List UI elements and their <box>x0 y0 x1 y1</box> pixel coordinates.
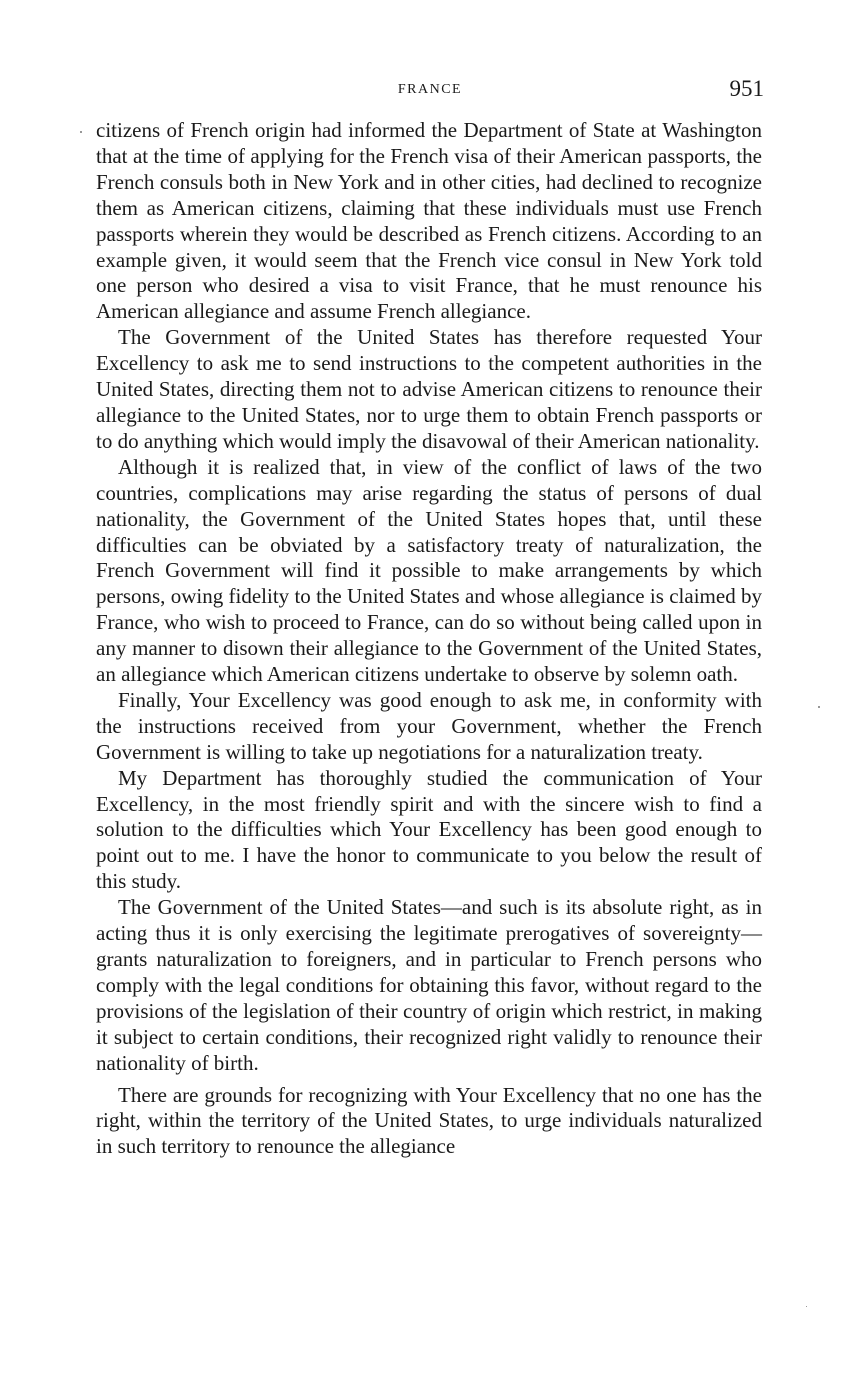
paragraph-2: The Government of the United States has therefore requested Your Excellency to ask me to send instructions to the competent authorities in the United States, directing them not to advise American citizens to renounce their allegiance to the United States, nor to urge them to obtain French passports or to do anything which would imply the disavowal of their American nationality. <box>96 325 762 453</box>
body-text <box>96 118 762 1160</box>
running-head: FRANCE <box>397 82 463 97</box>
paragraph-6: The Government of the United States—and such is its absolute right, as in acting thus it is only exercising the legitimate prerogatives of sovereignty—grants naturalization to foreigners, and in particular to French persons who comply with the legal conditions for obtaining this favor, without regard to the provisions of the legislation of their country of origin which restrict, in making it subject to certain conditions, their recognized right validly to renounce their nationality of birth. <box>96 895 762 1075</box>
page-header <box>96 78 764 104</box>
paragraph-4: Finally, Your Excellency was good enough to ask me, in conformity with the instructions received from your Government, whether the French Government is willing to take up negotiations for a naturalization treaty. <box>96 687 762 764</box>
paragraph-1: citizens of French origin had informed the Department of State at Washington that at the time of applying for the French visa of their American passports, the French consuls both in New York and in other cities, had declined to recognize them as American citizens, claiming that these individuals must use French passports wherein they would be described as French citizens. According to an example given, it would seem that the French vice consul in New York told one person who desired a visa to visit France, that he must renounce his American allegiance and assume French allegiance. <box>96 118 762 324</box>
paragraph-3: Although it is realized that, in view of the conflict of laws of the two countries, complications may arise regarding the status of persons of dual nationality, the Government of the United States hopes that, until these difficulties can be obviated by a satisfactory treaty of naturalization, the French Government will find it possible to make arrangements by which persons, owing fidelity to the United States and whose allegiance is claimed by France, who wish to proceed to France, can do so without being called upon in any manner to disown their allegiance to the Government of the United States, an allegiance which American citizens undertake to observe by solemn oath. <box>96 454 762 687</box>
scan-speck <box>80 131 82 133</box>
page-number: 951 <box>729 76 764 101</box>
scan-speck <box>818 706 820 708</box>
paragraph-5: My Department has thoroughly studied the communication of Your Excellency, in the most friendly spirit and with the sincere wish to find a solution to the difficulties which Your Excellency has been good enough to point out to me. I have the honor to communicate to you below the result of this study. <box>96 765 762 894</box>
paragraph-7: There are grounds for recognizing with Your Excellency that no one has the right, within the territory of the United States, to urge individuals naturalized in such territory to renounce the allegiance <box>96 1082 762 1159</box>
scan-speck <box>806 1306 807 1307</box>
